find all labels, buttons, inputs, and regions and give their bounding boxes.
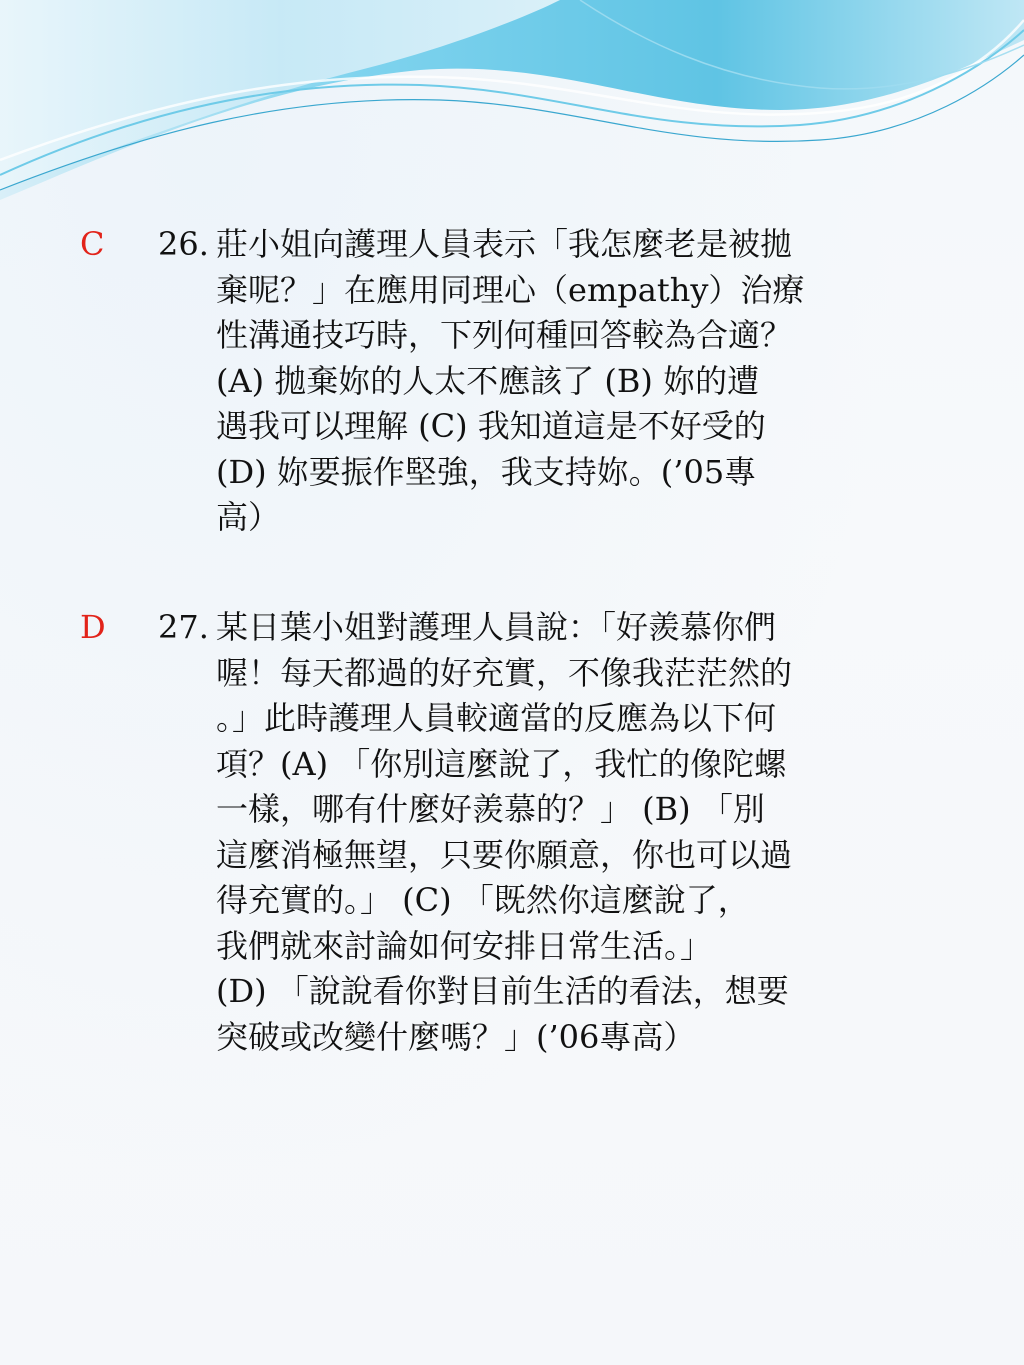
- question-line: 得充實的。」 (C) 「既然你這麼說了，: [216, 881, 750, 919]
- question-number: 27.: [158, 608, 209, 646]
- question-line: 性溝通技巧時，下列何種回答較為合適？: [216, 316, 793, 354]
- question-line: 高）: [216, 498, 281, 536]
- question-line: 這麼消極無望，只要你願意，你也可以過: [216, 835, 793, 874]
- question-line: (D) 「說說看你對目前生活的看法，想要: [216, 972, 789, 1010]
- question-line: 喔！每天都過的好充實，不像我茫茫然的: [216, 653, 793, 692]
- question-line: 棄呢？」在應用同理心（empathy）治療: [216, 270, 805, 309]
- question-line: 我們就來討論如何安排日常生活。」: [216, 926, 713, 965]
- question-line: 遇我可以理解 (C) 我知道這是不好受的: [216, 407, 766, 445]
- question-line: 項？(A) 「你別這麼說了，我忙的像陀螺: [216, 744, 787, 783]
- question-line: 某日葉小姐對護理人員說：「好羨慕你們: [216, 608, 777, 646]
- question-text: [216, 222, 900, 541]
- question-line: 突破或改變什麼嗎？」(’06專高）: [216, 1017, 696, 1056]
- answer-key: D: [80, 608, 106, 646]
- question-line: (D) 妳要振作堅強，我支持妳。(’05專: [216, 452, 757, 491]
- question-line: 莊小姐向護理人員表示「我怎麼老是被拋: [216, 225, 793, 263]
- question-text: [216, 605, 900, 1060]
- question-line: (A) 拋棄妳的人太不應該了 (B) 妳的遭: [216, 361, 760, 400]
- question-line: 。」此時護理人員較適當的反應為以下何: [216, 699, 777, 737]
- question-number: 26.: [158, 225, 209, 263]
- question-line: 一樣，哪有什麼好羨慕的？」 (B) 「別: [216, 790, 765, 828]
- header-wave-decoration: [0, 0, 1024, 230]
- answer-key: C: [80, 225, 105, 263]
